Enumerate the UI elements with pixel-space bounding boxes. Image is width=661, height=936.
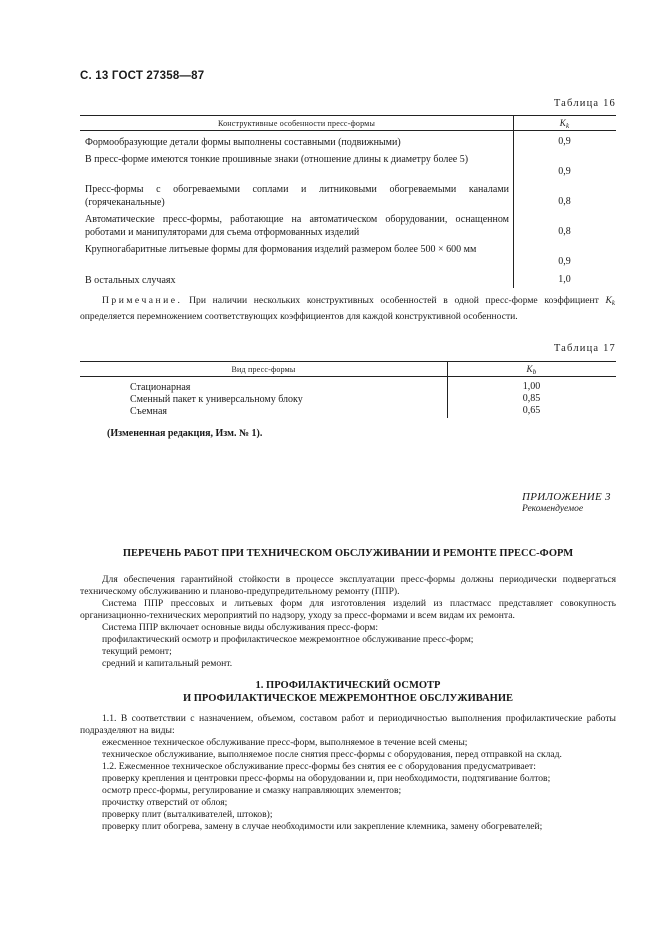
table-16-row-1-value: 0,9 [558,136,571,147]
table-17-caption: Таблица 17 [553,343,616,354]
section-1-item-6: проверку плит (выталкивателей, штоков); [102,809,273,820]
intro-paragraph-2: Система ППР прессовых и литьевых форм для изготовления изделий из пластмасс представляет совокупность организационно-технических мероприятий по надзору, уходу за пресс-формами и всем видам их ремонта. [80,598,616,621]
table-16-col2-header: $K_k$ [559,118,570,130]
table-17-row-1-text: Стационарная [130,382,191,393]
revision-note: (Измененная редакция, Изм. № 1). [107,428,263,439]
table-17-row-3-value: 0,65 [522,405,541,416]
table-17-row-1-value: 1,00 [522,381,541,392]
section-1-item-7: проверку плит обогрева, замену в случае необходимости или закрепление клемника, замену обогревателей; [102,821,543,832]
table-16-row-4-text: Автоматические пресс-формы, работающие на автоматическом оборудовании, оснащенном роботами и манипуляторами для съема отформованных изделий [85,214,509,238]
table-16-row-3-text: Пресс-формы с обогреваемыми соплами и литниковыми обогреваемыми каналами (горячеканальные) [85,184,509,208]
intro-paragraph-3: Система ППР включает основные виды обслуживания пресс-форм: [102,622,379,633]
page-header: С. 13 ГОСТ 27358—87 [80,70,205,82]
table-17-row-2-value: 0,85 [522,393,541,404]
table-16-row-2-value: 0,9 [558,166,571,177]
section-1-title-line-2: И ПРОФИЛАКТИЧЕСКОЕ МЕЖРЕМОНТНОЕ ОБСЛУЖИВАНИЕ [182,693,514,704]
table-16-row-5-text: Крупногабаритные литьевые формы для формования изделий размером более 500 × 600 мм [85,244,477,255]
intro-list-item-3: средний и капитальный ремонт. [102,658,233,669]
section-1-item-5: прочистку отверстий от облоя; [102,797,228,808]
table-16-row-1-text: Формообразующие детали формы выполнены составными (подвижными) [85,137,401,148]
table-17-col1-header: Вид пресс-формы [231,365,296,374]
table-16-header-rule [80,130,616,131]
intro-paragraph-1: Для обеспечения гарантийной стойкости в процессе эксплуатации пресс-формы должны периодически подвергаться техническому обслуживанию и планово-предупредительному ремонту (ППР). [80,574,616,597]
section-1-paragraph-1: 1.1. В соответствии с назначением, объемом, составом работ и периодичностью выполнения профилактические работы подразделяют на виды: [80,713,616,736]
section-1-item-3: проверку крепления и центровки пресс-формы на оборудовании и, при необходимости, подтягивание болтов; [102,773,551,784]
table-16-top-rule [80,115,616,116]
table-16-row-6-text: В остальных случаях [85,275,176,286]
section-1-title [80,679,616,705]
table-16-note: Примечание. При наличии нескольких конструктивных особенностей в одной пресс-форме коэффициент $K_k$ определяется перемножением соответствующих коэффициентов для каждой конструктивной особенности. [80,295,615,322]
table-17-row-2-text: Сменный пакет к универсальному блоку [130,394,303,405]
intro-section [80,574,616,670]
section-1-paragraph-2: 1.2. Ежесменное техническое обслуживание пресс-формы без снятия ее с оборудования предусматривает: [102,761,536,772]
table-16-row-5-value: 0,9 [558,256,571,267]
appendix-title: ПРИЛОЖЕНИЕ 3 [522,491,611,503]
intro-list-item-1: профилактический осмотр и профилактическое межремонтное обслуживание пресс-форм; [102,634,474,645]
table-17-col2-header: $K_b$ [526,364,537,376]
section-1-body [80,713,616,833]
table-16-caption: Таблица 16 [553,98,616,109]
table-16-row-6-value: 1,0 [558,274,571,285]
section-1-item-4: осмотр пресс-формы, регулирование и смазку направляющих элементов; [102,785,402,796]
section-1-title-line-1: 1. ПРОФИЛАКТИЧЕСКИЙ ОСМОТР [255,680,441,691]
intro-list-item-2: текущий ремонт; [102,646,172,657]
table-16-row-2-text: В пресс-форме имеются тонкие прошивные знаки (отношение длины к диаметру более 5) [85,154,469,165]
table-17-row-3-text: Съемная [130,406,167,417]
table-17-top-rule [80,361,616,362]
table-17-header-rule [80,376,616,377]
section-1-item-2: техническое обслуживание, выполняемое после снятия пресс-формы с оборудования, перед отправкой на склад. [102,749,562,760]
section-1-item-1: ежесменное техническое обслуживание пресс-форм, выполняемое в течение всей смены; [102,737,468,748]
appendix-subtitle: Рекомендуемое [522,504,584,514]
table-16-col1-header: Конструктивные особенности пресс-формы [217,119,376,128]
table-16-row-4-value: 0,8 [558,226,571,237]
table-16-row-3-value: 0,8 [558,196,571,207]
main-title: ПЕРЕЧЕНЬ РАБОТ ПРИ ТЕХНИЧЕСКОМ ОБСЛУЖИВАНИИ И РЕМОНТЕ ПРЕСС-ФОРМ [122,548,574,559]
